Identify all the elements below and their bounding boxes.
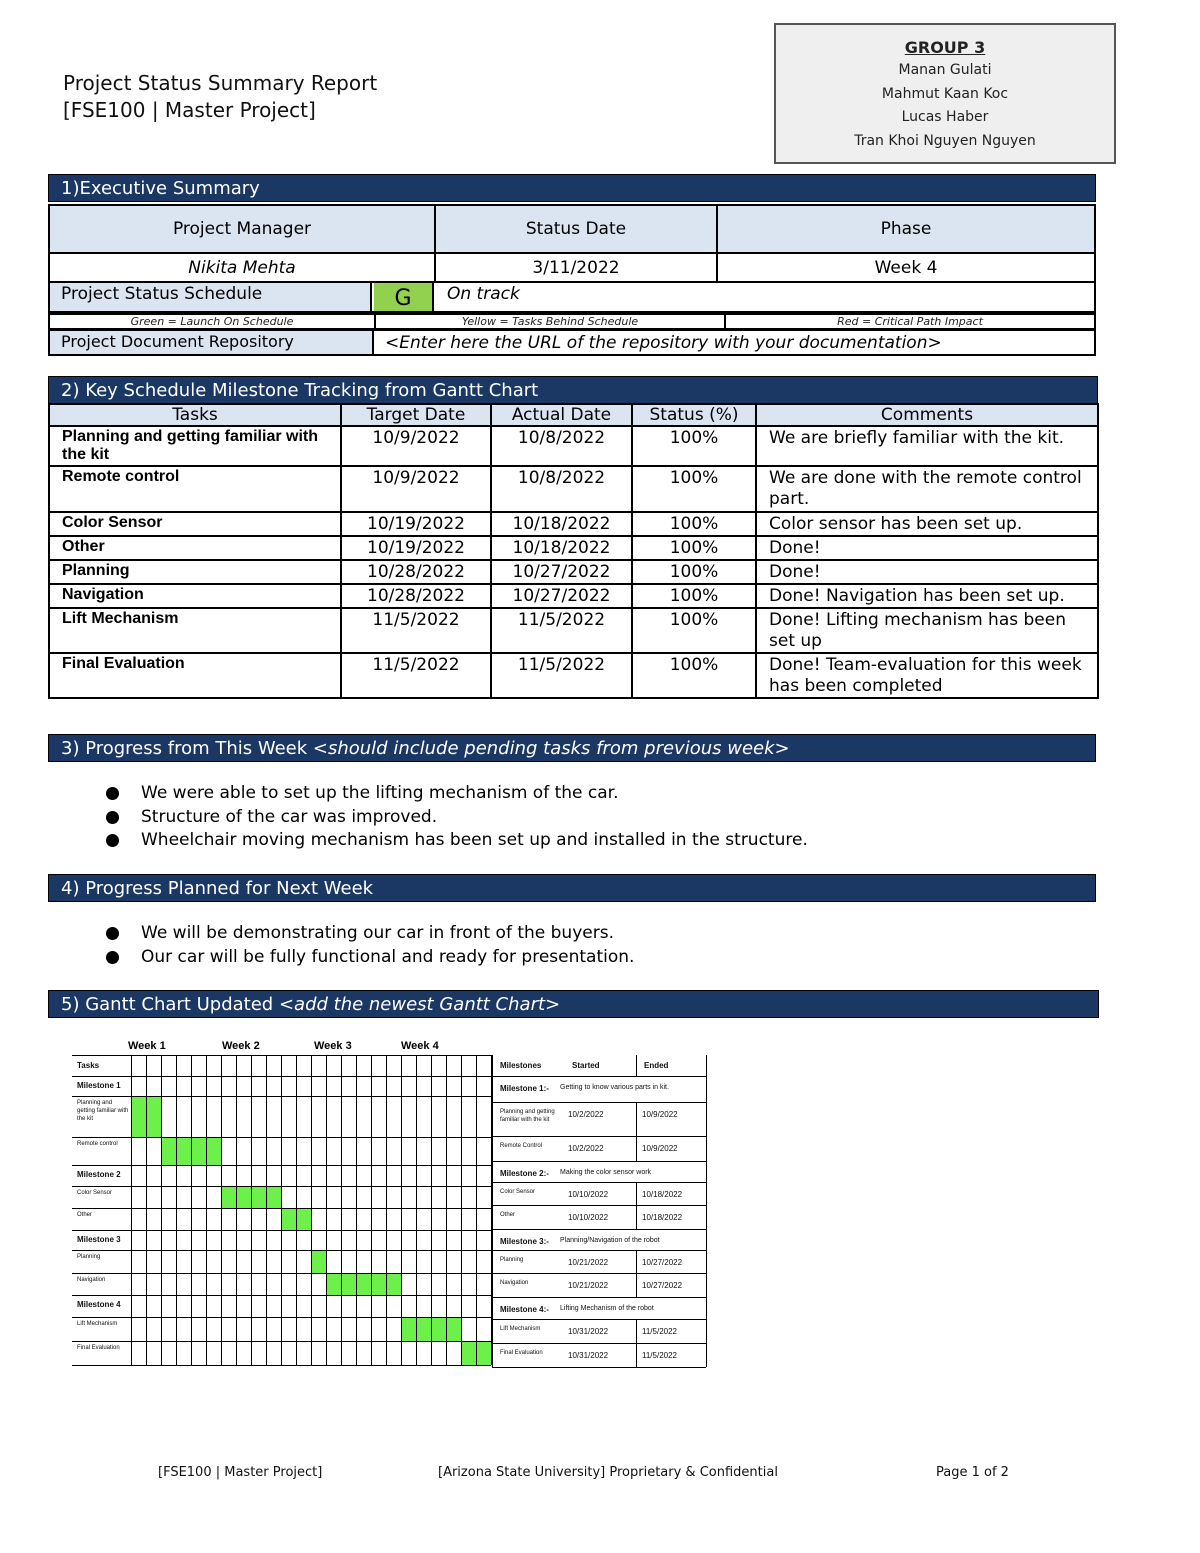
comment-cell: Done! Team-evaluation for this week has been completed — [756, 653, 1098, 698]
actual-date-cell: 10/27/2022 — [491, 584, 632, 608]
gantt-table-divider — [636, 1319, 637, 1343]
gantt-table-border — [492, 1076, 706, 1077]
task-cell: Planning and getting familiar with the kit — [49, 426, 341, 466]
legend-red: Red = Critical Path Impact — [837, 315, 983, 328]
executive-summary-table — [48, 204, 1096, 283]
task-cell: Color Sensor — [49, 512, 341, 536]
progress-next-week-list — [106, 922, 634, 969]
col-comments: Comments — [756, 404, 1098, 426]
gantt-grid-line — [296, 1055, 297, 1365]
gantt-grid-line — [72, 1055, 491, 1056]
gantt-table-task: Planning and getting familiar with the kit — [500, 1109, 555, 1123]
status-cell: 100% — [632, 426, 756, 466]
table-row — [49, 426, 1098, 466]
status-legend — [48, 313, 1096, 330]
table-row — [49, 653, 1098, 698]
gantt-table-divider — [636, 1250, 637, 1273]
task-cell: Remote control — [49, 466, 341, 512]
gantt-table-milestone: Milestone 3:- — [500, 1237, 549, 1246]
comment-cell: Done! — [756, 536, 1098, 560]
gantt-grid-line — [356, 1055, 357, 1365]
gantt-task-label: Remote control — [77, 1141, 118, 1147]
gantt-table-started: 10/31/2022 — [568, 1351, 609, 1360]
gantt-table-border — [492, 1273, 706, 1274]
gantt-table-divider — [636, 1136, 637, 1161]
comment-cell: Color sensor has been set up. — [756, 512, 1098, 536]
footer-page-number: Page 1 of 2 — [936, 1465, 1009, 1480]
gantt-bar — [311, 1250, 326, 1273]
gantt-grid-line — [251, 1055, 252, 1365]
gantt-grid-line — [431, 1055, 432, 1365]
progress-this-week-header — [48, 734, 1096, 762]
target-date-cell: 10/28/2022 — [341, 584, 491, 608]
gantt-grid-line — [72, 1186, 491, 1187]
table-row — [49, 536, 1098, 560]
gantt-table-milestone-desc: Lifting Mechanism of the robot — [560, 1305, 654, 1312]
gantt-table-border — [492, 1343, 706, 1344]
gantt-grid-line — [72, 1165, 491, 1166]
comment-cell: Done! Navigation has been set up. — [756, 584, 1098, 608]
gantt-table-task: Lift Mechanism — [500, 1326, 541, 1332]
task-cell: Lift Mechanism — [49, 608, 341, 653]
group-title: GROUP 3 — [904, 38, 986, 57]
actual-date-cell: 11/5/2022 — [491, 653, 632, 698]
status-date-value: 3/11/2022 — [435, 253, 717, 282]
footer-center: [Arizona State University] Proprietary & Confidential — [438, 1465, 778, 1480]
actual-date-cell: 10/8/2022 — [491, 466, 632, 512]
actual-date-cell: 11/5/2022 — [491, 608, 632, 653]
title-line-1: Project Status Summary Report — [63, 71, 378, 95]
status-cell: 100% — [632, 466, 756, 512]
gantt-table-milestone: Milestone 1:- — [500, 1084, 549, 1093]
gantt-table-ended: 10/27/2022 — [642, 1281, 683, 1290]
gantt-grid-line — [72, 1250, 491, 1251]
gantt-grid-line — [72, 1273, 491, 1274]
bullet-icon — [106, 927, 119, 940]
gantt-milestone-label: Milestone 1 — [77, 1081, 121, 1090]
gantt-grid-line — [416, 1055, 417, 1365]
progress-this-week-list — [106, 782, 808, 853]
gantt-grid-line — [221, 1055, 222, 1365]
task-cell: Final Evaluation — [49, 653, 341, 698]
gantt-grid-line — [72, 1365, 491, 1366]
gantt-table-started: 10/10/2022 — [568, 1190, 609, 1199]
col-phase: Phase — [717, 205, 1095, 253]
gantt-table-border — [492, 1367, 706, 1368]
group-member: Mahmut Kaan Koc — [881, 85, 1009, 102]
gantt-table-divider — [636, 1343, 637, 1367]
target-date-cell: 11/5/2022 — [341, 653, 491, 698]
actual-date-cell: 10/27/2022 — [491, 560, 632, 584]
col-status-date: Status Date — [435, 205, 717, 253]
gantt-table-divider — [636, 1055, 637, 1076]
gantt-table-ended: 11/5/2022 — [642, 1351, 677, 1360]
gantt-table-border — [492, 1136, 706, 1137]
gantt-table-milestone-desc: Making the color sensor work — [560, 1169, 652, 1176]
task-cell: Other — [49, 536, 341, 560]
bullet-icon — [106, 951, 119, 964]
table-row — [49, 560, 1098, 584]
project-manager-value: Nikita Mehta — [49, 253, 435, 282]
gantt-header — [48, 990, 1099, 1018]
gantt-grid-line — [72, 1137, 491, 1138]
progress-next-week-header: 4) Progress Planned for Next Week — [48, 874, 1096, 902]
gantt-week-label: Week 2 — [222, 1040, 260, 1052]
gantt-grid-line — [72, 1076, 491, 1077]
task-cell: Planning — [49, 560, 341, 584]
bullet-icon — [106, 834, 119, 847]
list-item: We will be demonstrating our car in front of the buyers. — [106, 922, 634, 946]
col-tasks: Tasks — [49, 404, 341, 426]
page-title — [63, 70, 377, 124]
gantt-grid-line — [341, 1055, 342, 1365]
target-date-cell: 10/19/2022 — [341, 512, 491, 536]
gantt-table-ended: 10/9/2022 — [642, 1110, 678, 1119]
gantt-table-divider — [636, 1102, 637, 1136]
phase-value: Week 4 — [717, 253, 1095, 282]
gantt-grid-line — [72, 1096, 491, 1097]
target-date-cell: 10/9/2022 — [341, 466, 491, 512]
gantt-week-label: Week 4 — [401, 1040, 439, 1052]
gantt-table-border — [706, 1055, 707, 1367]
gantt-grid-line — [176, 1055, 177, 1365]
gantt-table-header: Started — [572, 1061, 600, 1070]
list-item: We were able to set up the lifting mechanism of the car. — [106, 782, 808, 806]
group-member: Manan Gulati — [898, 62, 992, 78]
table-row — [49, 466, 1098, 512]
col-target-date: Target Date — [341, 404, 491, 426]
list-item: Our car will be fully functional and ready for presentation. — [106, 946, 634, 970]
gantt-grid-line — [72, 1341, 491, 1342]
comment-cell: Done! Lifting mechanism has been set up — [756, 608, 1098, 653]
gantt-table-task: Remote Control — [500, 1143, 543, 1149]
gantt-table-ended: 10/9/2022 — [642, 1144, 678, 1153]
gantt-note: <add the newest Gantt Chart> — [278, 994, 561, 1015]
gantt-milestone-label: Milestone 3 — [77, 1235, 121, 1244]
gantt-table-task: Other — [500, 1212, 516, 1218]
status-cell: 100% — [632, 608, 756, 653]
gantt-grid-line — [476, 1055, 477, 1365]
comment-cell: We are briefly familiar with the kit. — [756, 426, 1098, 466]
actual-date-cell: 10/8/2022 — [491, 426, 632, 466]
gantt-table-border — [492, 1102, 706, 1103]
gantt-task-label: Planning and getting familiar with the kit — [77, 1100, 129, 1122]
gantt-table-started: 10/10/2022 — [568, 1213, 609, 1222]
progress-this-week-title: 3) Progress from This Week — [61, 738, 313, 759]
schedule-status-text: On track — [447, 284, 520, 304]
progress-this-week-note: <should include pending tasks from previous week> — [312, 738, 790, 759]
gantt-table-ended: 10/27/2022 — [642, 1258, 683, 1267]
gantt-task-label: Other — [77, 1212, 93, 1218]
bullet-icon — [106, 811, 119, 824]
task-cell: Navigation — [49, 584, 341, 608]
gantt-grid-line — [401, 1055, 402, 1365]
group-box — [774, 23, 1116, 164]
legend-green: Green = Launch On Schedule — [49, 314, 375, 329]
title-line-2: [FSE100 | Master Project] — [63, 98, 316, 122]
col-project-manager: Project Manager — [49, 205, 435, 253]
actual-date-cell: 10/18/2022 — [491, 512, 632, 536]
repository-row — [48, 329, 1096, 356]
gantt-table-milestone: Milestone 2:- — [500, 1169, 549, 1178]
status-cell: 100% — [632, 560, 756, 584]
gantt-table-divider — [636, 1205, 637, 1229]
target-date-cell: 10/28/2022 — [341, 560, 491, 584]
gantt-grid-line — [266, 1055, 267, 1365]
gantt-table-task: Color Sensor — [500, 1189, 536, 1195]
target-date-cell: 10/19/2022 — [341, 536, 491, 560]
gantt-milestone-label: Milestone 2 — [77, 1170, 121, 1179]
gantt-table-border — [492, 1297, 706, 1298]
gantt-table-border — [492, 1250, 706, 1251]
gantt-table-border — [492, 1319, 706, 1320]
gantt-grid-line — [461, 1055, 462, 1365]
gantt-grid-line — [446, 1055, 447, 1365]
target-date-cell: 10/9/2022 — [341, 426, 491, 466]
gantt-grid-line — [131, 1055, 132, 1365]
gantt-table-header: Ended — [644, 1061, 669, 1070]
gantt-grid-line — [311, 1055, 312, 1365]
gantt-grid-line — [191, 1055, 192, 1365]
gantt-grid-line — [72, 1208, 491, 1209]
list-item: Structure of the car was improved. — [106, 806, 808, 830]
comment-cell: Done! — [756, 560, 1098, 584]
gantt-table-border — [492, 1205, 706, 1206]
gantt-table-border — [492, 1229, 706, 1230]
gantt-table-divider — [636, 1273, 637, 1297]
milestone-table — [48, 403, 1099, 699]
gantt-task-label: Navigation — [77, 1277, 106, 1283]
group-member: Tran Khoi Nguyen Nguyen — [854, 132, 1036, 149]
milestones-header: 2) Key Schedule Milestone Tracking from Gantt Chart — [48, 376, 1098, 404]
comment-cell: We are done with the remote control part. — [756, 466, 1098, 512]
gantt-task-label: Lift Mechanism — [77, 1321, 118, 1327]
gantt-table-task: Navigation — [500, 1280, 529, 1286]
gantt-table-started: 10/21/2022 — [568, 1258, 609, 1267]
gantt-grid-line — [371, 1055, 372, 1365]
col-status: Status (%) — [632, 404, 756, 426]
gantt-tasks-header: Tasks — [77, 1061, 100, 1070]
gantt-task-label: Final Evaluation — [77, 1345, 120, 1351]
target-date-cell: 11/5/2022 — [341, 608, 491, 653]
group-member: Lucas Haber — [901, 109, 989, 125]
status-indicator: G — [374, 283, 434, 311]
repository-label: Project Document Repository — [50, 331, 374, 354]
gantt-table-task: Planning — [500, 1257, 524, 1263]
gantt-table-header: Milestones — [500, 1061, 542, 1070]
gantt-task-label: Color Sensor — [77, 1190, 113, 1196]
gantt-grid-line — [326, 1055, 327, 1365]
gantt-milestone-label: Milestone 4 — [77, 1300, 121, 1309]
gantt-grid-line — [236, 1055, 237, 1365]
status-cell: 100% — [632, 536, 756, 560]
gantt-grid-line — [161, 1055, 162, 1365]
gantt-grid-line — [72, 1295, 491, 1296]
gantt-grid-line — [146, 1055, 147, 1365]
gantt-table-border — [492, 1182, 706, 1183]
bullet-icon — [106, 787, 119, 800]
gantt-grid-line — [72, 1230, 491, 1231]
gantt-table-started: 10/2/2022 — [568, 1110, 604, 1119]
gantt-table-milestone: Milestone 4:- — [500, 1305, 549, 1314]
gantt-title: 5) Gantt Chart Updated — [61, 994, 279, 1015]
executive-summary-header: 1)Executive Summary — [48, 174, 1096, 202]
list-item: Wheelchair moving mechanism has been set up and installed in the structure. — [106, 829, 808, 853]
gantt-table-started: 10/2/2022 — [568, 1144, 604, 1153]
gantt-table-started: 10/31/2022 — [568, 1327, 609, 1336]
table-row — [49, 512, 1098, 536]
gantt-chart — [72, 1035, 712, 1375]
gantt-week-label: Week 1 — [128, 1040, 166, 1052]
gantt-grid-line — [386, 1055, 387, 1365]
status-cell: 100% — [632, 653, 756, 698]
gantt-task-label: Planning — [77, 1254, 101, 1260]
gantt-table-milestone-desc: Getting to know various parts in kit. — [560, 1084, 669, 1091]
table-row — [49, 584, 1098, 608]
gantt-table-divider — [636, 1182, 637, 1205]
repository-url[interactable]: <Enter here the URL of the repository with your documentation> — [385, 333, 942, 353]
col-actual-date: Actual Date — [491, 404, 632, 426]
gantt-grid-line — [72, 1317, 491, 1318]
gantt-table-border — [492, 1161, 706, 1162]
gantt-table-milestone-desc: Planning/Navigation of the robot — [560, 1237, 660, 1244]
gantt-week-label: Week 3 — [314, 1040, 352, 1052]
gantt-table-started: 10/21/2022 — [568, 1281, 609, 1290]
gantt-table-ended: 10/18/2022 — [642, 1190, 683, 1199]
schedule-label: Project Status Schedule — [50, 283, 372, 311]
gantt-grid-line — [206, 1055, 207, 1365]
gantt-table-ended: 11/5/2022 — [642, 1327, 677, 1336]
table-row — [49, 608, 1098, 653]
legend-yellow: Yellow = Tasks Behind Schedule — [375, 314, 725, 329]
status-cell: 100% — [632, 584, 756, 608]
status-cell: 100% — [632, 512, 756, 536]
gantt-bar — [326, 1273, 401, 1295]
gantt-grid-line — [281, 1055, 282, 1365]
actual-date-cell: 10/18/2022 — [491, 536, 632, 560]
gantt-table-task: Final Evaluation — [500, 1350, 543, 1356]
footer-left: [FSE100 | Master Project] — [158, 1465, 323, 1480]
gantt-table-ended: 10/18/2022 — [642, 1213, 683, 1222]
schedule-row — [48, 281, 1096, 313]
